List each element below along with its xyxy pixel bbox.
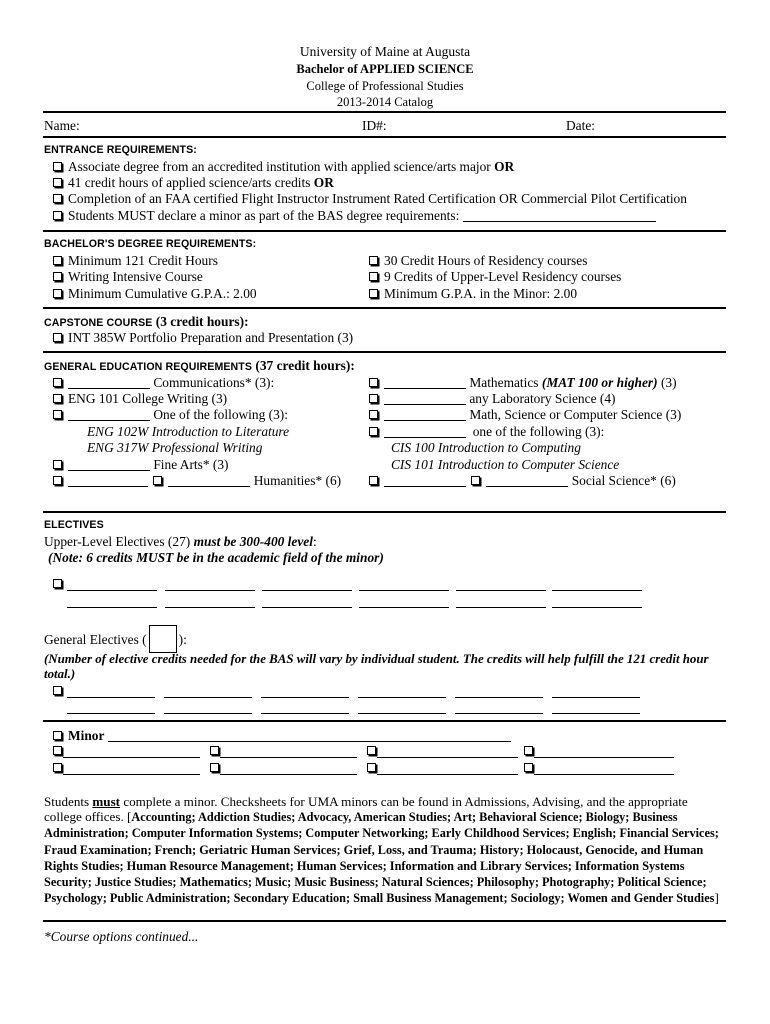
course-line[interactable] [262,595,352,608]
course-line[interactable] [534,745,674,758]
id-field-label[interactable]: ID#: [362,118,387,133]
checkbox-icon[interactable] [369,410,378,419]
gened-cis101: CIS 101 Introduction to Computer Science [391,457,620,472]
bachelors-right-item: 30 Credit Hours of Residency courses [369,253,587,269]
course-line[interactable] [67,595,157,608]
divider [43,230,726,232]
course-line[interactable] [68,474,148,487]
gened-eng102: ENG 102W Introduction to Literature [87,424,290,439]
divider [43,351,726,353]
checkbox-icon[interactable] [53,194,62,203]
course-line[interactable] [456,595,546,608]
checkbox-icon[interactable] [53,378,62,387]
checkbox-icon[interactable] [53,746,62,755]
course-line[interactable] [261,685,349,698]
minor-name-line[interactable] [108,729,511,742]
course-line[interactable] [377,745,518,758]
checkbox-icon[interactable] [524,763,533,772]
course-line[interactable] [68,458,150,471]
checkbox-icon[interactable] [53,333,62,342]
checkbox-icon[interactable] [53,476,62,485]
checkbox-icon[interactable] [53,731,62,740]
checkbox-icon[interactable] [53,272,62,281]
course-line[interactable] [68,408,150,421]
course-line[interactable] [552,701,640,714]
gened-math: Mathematics (MAT 100 or higher) (3) [369,375,677,391]
checkbox-icon[interactable] [53,289,62,298]
entrance-requirements-heading: ENTRANCE REQUIREMENTS: [44,144,197,156]
checkbox-icon[interactable] [53,178,62,187]
date-field-label[interactable]: Date: [566,118,595,133]
checkbox-icon[interactable] [53,394,62,403]
bachelors-requirements-heading: BACHELOR'S DEGREE REQUIREMENTS: [44,238,257,250]
name-field-label[interactable]: Name: [44,118,80,133]
checkbox-icon[interactable] [524,746,533,755]
gened-lab-science: any Laboratory Science (4) [369,391,615,407]
entrance-item-associate: Associate degree from an accredited institution with applied science/arts major OR [53,159,514,175]
general-electives-credits-box[interactable] [149,625,177,653]
course-line[interactable] [456,578,546,591]
course-line[interactable] [384,474,466,487]
entrance-item-faa: Completion of an FAA certified Flight Instructor Instrument Rated Certification OR Commercial Pilot Certification [53,191,687,207]
checkbox-icon[interactable] [369,272,378,281]
checkbox-icon[interactable] [53,579,62,588]
gened-one-of: One of the following (3): [53,407,288,423]
general-electives-note: (Number of elective credits needed for the BAS will vary by individual student. The credits will help fulfill the 121 credit hour total.) [44,652,709,682]
course-line[interactable] [164,685,252,698]
checkbox-icon[interactable] [53,256,62,265]
course-line[interactable] [358,685,446,698]
course-line[interactable] [384,408,466,421]
divider [43,136,726,138]
divider [43,720,726,722]
course-line[interactable] [168,474,250,487]
course-line[interactable] [359,578,449,591]
continued-note: *Course options continued... [44,929,199,944]
capstone-heading: CAPSTONE COURSE (3 credit hours): [44,314,249,329]
checkbox-icon[interactable] [369,256,378,265]
checkbox-icon[interactable] [369,394,378,403]
checkbox-icon[interactable] [53,410,62,419]
course-line[interactable] [384,392,466,405]
course-line[interactable] [67,685,155,698]
gened-math-science-cs: Math, Science or Computer Science (3) [369,407,681,423]
checkbox-icon[interactable] [367,763,376,772]
gened-one-of-2: one of the following (3): [369,424,604,440]
course-line[interactable] [262,578,352,591]
course-line[interactable] [67,578,157,591]
upper-level-electives: Upper-Level Electives (27) must be 300-400 level: [44,534,317,549]
degree-title: Bachelor of APPLIED SCIENCE [296,62,474,76]
divider [43,307,726,309]
course-line[interactable] [261,701,349,714]
bachelors-right-item: Minimum G.P.A. in the Minor: 2.00 [369,286,577,302]
gened-social-science: Social Science* (6) [369,473,676,489]
upper-level-note: (Note: 6 credits MUST be in the academic field of the minor) [48,550,384,565]
gened-eng101: ENG 101 College Writing (3) [53,391,227,407]
course-line[interactable] [552,685,640,698]
divider [43,511,726,513]
catalog-year: 2013-2014 Catalog [336,95,434,109]
course-line[interactable] [67,701,155,714]
course-line[interactable] [552,595,642,608]
gened-eng317: ENG 317W Professional Writing [87,440,263,455]
course-line[interactable] [384,376,466,389]
course-line[interactable] [164,701,252,714]
gened-humanities: Humanities* (6) [53,473,341,489]
gened-fine-arts: Fine Arts* (3) [53,457,229,473]
course-line[interactable] [165,595,255,608]
course-line[interactable] [377,762,518,775]
college-name: College of Professional Studies [306,79,464,93]
university-name: University of Maine at Augusta [299,44,471,59]
general-electives: General Electives ( ): [44,625,187,653]
minor-info-paragraph: Students must complete a minor. Checksheets for UMA minors can be found in Admissions, Advising, and the appropriate college offices. [Accounting; Addiction Studies; Advocacy, American Studies; Art; Behavioral Science; Biology; Business Administration; Computer Information Systems; Computer Networking; Early Childhood Services; English; Financial Services; Fraud Examination; French; Geriatric Human Services; Grief, Loss, and Trauma; History; Holocaust, Genocide, and Human Rights Studies; Human Resource Management; Human Services; Information and Library Services; Information Systems Security; Justice Studies; Mathematics; Music; Music Business; Natural Sciences; Philosophy; Photography; Political Science; Psychology; Public Administration; Secondary Education; Small Business Management; Sociology; Women and Gender Studies] [44,794,719,906]
checkbox-icon[interactable] [53,162,62,171]
checkbox-icon[interactable] [53,763,62,772]
course-line[interactable] [68,376,150,389]
checkbox-icon[interactable] [210,746,219,755]
course-line[interactable] [220,762,357,775]
bachelors-left-item: Minimum 121 Credit Hours [53,253,218,269]
minor-declaration-line[interactable] [463,209,656,222]
entrance-item-credits: 41 credit hours of applied science/arts credits OR [53,175,334,191]
gened-heading: GENERAL EDUCATION REQUIREMENTS (37 credit hours): [44,358,355,373]
gened-communications: Communications* (3): [53,375,274,391]
capstone-item: INT 385W Portfolio Preparation and Presentation (3) [53,330,353,346]
checkbox-icon[interactable] [210,763,219,772]
checkbox-icon[interactable] [471,476,480,485]
checkbox-icon[interactable] [53,211,62,220]
electives-heading: ELECTIVES [44,519,104,531]
course-line[interactable] [165,578,255,591]
checkbox-icon[interactable] [369,289,378,298]
checkbox-icon[interactable] [369,476,378,485]
bachelors-right-item: 9 Credits of Upper-Level Residency courses [369,269,621,285]
course-line[interactable] [384,425,466,438]
gened-cis100: CIS 100 Introduction to Computing [391,440,581,455]
course-line[interactable] [220,745,357,758]
checkbox-icon[interactable] [369,378,378,387]
course-line[interactable] [534,762,674,775]
course-line[interactable] [455,685,543,698]
checkbox-icon[interactable] [53,460,62,469]
course-line[interactable] [358,701,446,714]
divider [43,920,726,922]
bachelors-left-item: Writing Intensive Course [53,269,203,285]
minor-row: Minor [53,728,511,744]
course-line[interactable] [359,595,449,608]
checkbox-icon[interactable] [53,686,62,695]
divider [43,111,726,113]
bachelors-left-item: Minimum Cumulative G.P.A.: 2.00 [53,286,257,302]
course-line[interactable] [486,474,568,487]
course-line[interactable] [455,701,543,714]
checkbox-icon[interactable] [369,427,378,436]
checkbox-icon[interactable] [153,476,162,485]
entrance-item-minor: Students MUST declare a minor as part of the BAS degree requirements: [53,208,656,224]
course-line[interactable] [63,762,200,775]
course-line[interactable] [552,578,642,591]
minors-list: Accounting; Addiction Studies; Advocacy, American Studies; Art; Behavioral Science; Biology; Business Administration; Computer Information Systems; Computer Networking; Early Childhood Services; English; Financial Services; Fraud Examination; French; Geriatric Human Services; Grief, Loss, and Trauma; History; Holocaust, Genocide, and Human Rights Studies; Human Resource Management; Human Services; Information and Library Services; Information Systems Security; Justice Studies; Mathematics; Music; Music Business; Natural Sciences; Philosophy; Photography; Political Science; Psychology; Public Administration; Secondary Education; Small Business Management; Sociology; Women and Gender Studies [44,810,719,906]
course-line[interactable] [63,745,200,758]
checkbox-icon[interactable] [367,746,376,755]
